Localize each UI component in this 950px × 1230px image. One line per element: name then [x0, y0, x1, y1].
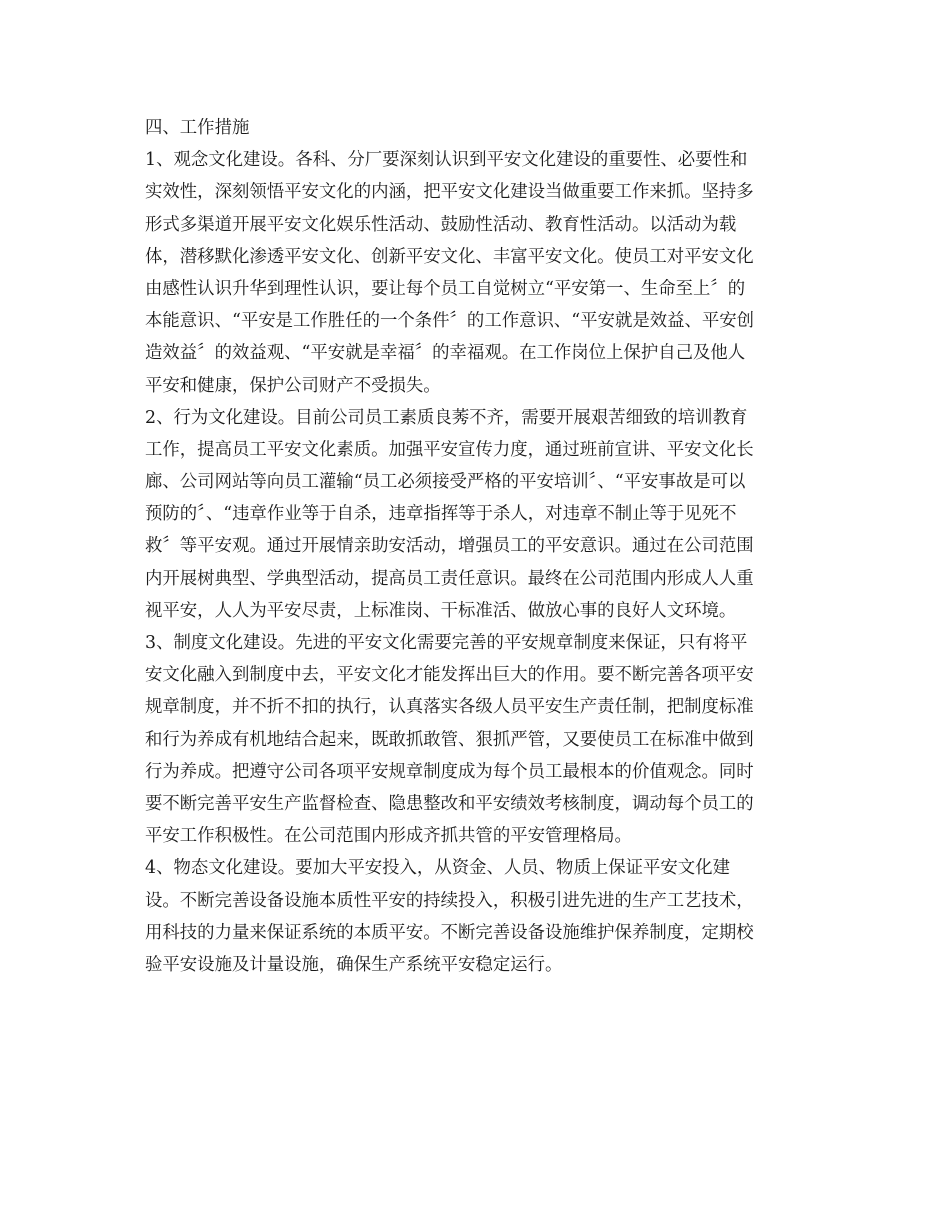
paragraph-2: [145, 402, 830, 627]
paragraph-line: 本能意识、“平安是工作胜任的一个条件〞的工作意识、“平安就是效益、平安创: [145, 311, 755, 332]
paragraph-line: 体，潜移默化渗透平安文化、创新平安文化、丰富平安文化。使员工对平安文化: [145, 246, 754, 267]
paragraph-line: 要不断完善平安生产监督检查、隐患整改和平安绩效考核制度，调动每个员工的: [145, 793, 754, 814]
paragraph-line: 平安工作积极性。在公司范围内形成齐抓共管的平安管理格局。: [145, 826, 632, 847]
paragraph-line: 1、观念文化建设。各科、分厂要深刻认识到平安文化建设的重要性、必要性和: [145, 150, 748, 171]
paragraph-line: 2、行为文化建设。目前公司员工素质良莠不齐，需要开展艰苦细致的培训教育: [145, 407, 748, 428]
paragraph-line: 廊、公司网站等向员工灌输“员工必须接受严格的平安培训〞、“平安事故是可以: [145, 472, 746, 493]
paragraph-line: 规章制度，并不折不扣的执行，认真落实各级人员平安生产责任制，把制度标准: [145, 697, 754, 718]
paragraph-line: 3、制度文化建设。先进的平安文化需要完善的平安规章制度来保证，只有将平: [145, 633, 748, 653]
paragraph-line: 由感性认识升华到理性认识，要让每个员工自觉树立“平安第一、生命至上〞的: [145, 278, 746, 299]
paragraph-line: 预防的〞、“违章作业等于自杀，违章指挥等于杀人，对违章不制止等于见死不: [145, 504, 737, 525]
paragraph-line: 验平安设施及计量设施，确保生产系统平安稳定运行。: [145, 954, 563, 975]
paragraph-line: 平安和健康，保护公司财产不受损失。: [145, 375, 441, 396]
paragraph-line: 形式多渠道开展平安文化娱乐性活动、鼓励性活动、教育性活动。以活动为载: [145, 214, 737, 235]
paragraph-line: 4、物态文化建设。要加大平安投入，从资金、人员、物质上保证平安文化建: [145, 858, 730, 879]
paragraph-line: 实效性，深刻领悟平安文化的内涵，把平安文化建设当做重要工作来抓。坚持多: [145, 182, 754, 203]
paragraph-line: 视平安，人人为平安尽责，上标准岗、干标准活、做放心事的良好人文环境。: [145, 600, 737, 621]
section-title: 四、工作措施: [145, 118, 250, 138]
paragraph-line: 造效益〞的效益观、“平安就是幸福〞的幸福观。在工作岗位上保护自己及他人: [145, 343, 746, 364]
paragraph-line: 用科技的力量来保证系统的本质平安。不断完善设备设施维护保养制度，定期校: [145, 922, 754, 943]
paragraph-line: 安文化融入到制度中去，平安文化才能发挥出巨大的作用。要不断完善各项平安: [145, 665, 754, 686]
paragraph-line: 设。不断完善设备设施本质性平安的持续投入，积极引进先进的生产工艺技术，: [145, 890, 754, 911]
paragraph-line: 救〞等平安观。通过开展情亲助安活动，增强员工的平安意识。通过在公司范围: [145, 536, 754, 557]
paragraph-1: [145, 144, 830, 402]
document-body: [145, 112, 830, 981]
paragraph-line: 工作，提高员工平安文化素质。加强平安宣传力度，通过班前宣讲、平安文化长: [145, 439, 754, 460]
paragraph-4: [145, 852, 830, 981]
paragraph-line: 行为养成。把遵守公司各项平安规章制度成为每个员工最根本的价值观念。同时: [145, 761, 754, 782]
paragraph-line: 和行为养成有机地结合起来，既敢抓敢管、狠抓严管，又要使员工在标准中做到: [145, 729, 754, 750]
paragraph-line: 内开展树典型、学典型活动，提高员工责任意识。最终在公司范围内形成人人重: [145, 568, 754, 589]
paragraph-3: [145, 627, 830, 852]
